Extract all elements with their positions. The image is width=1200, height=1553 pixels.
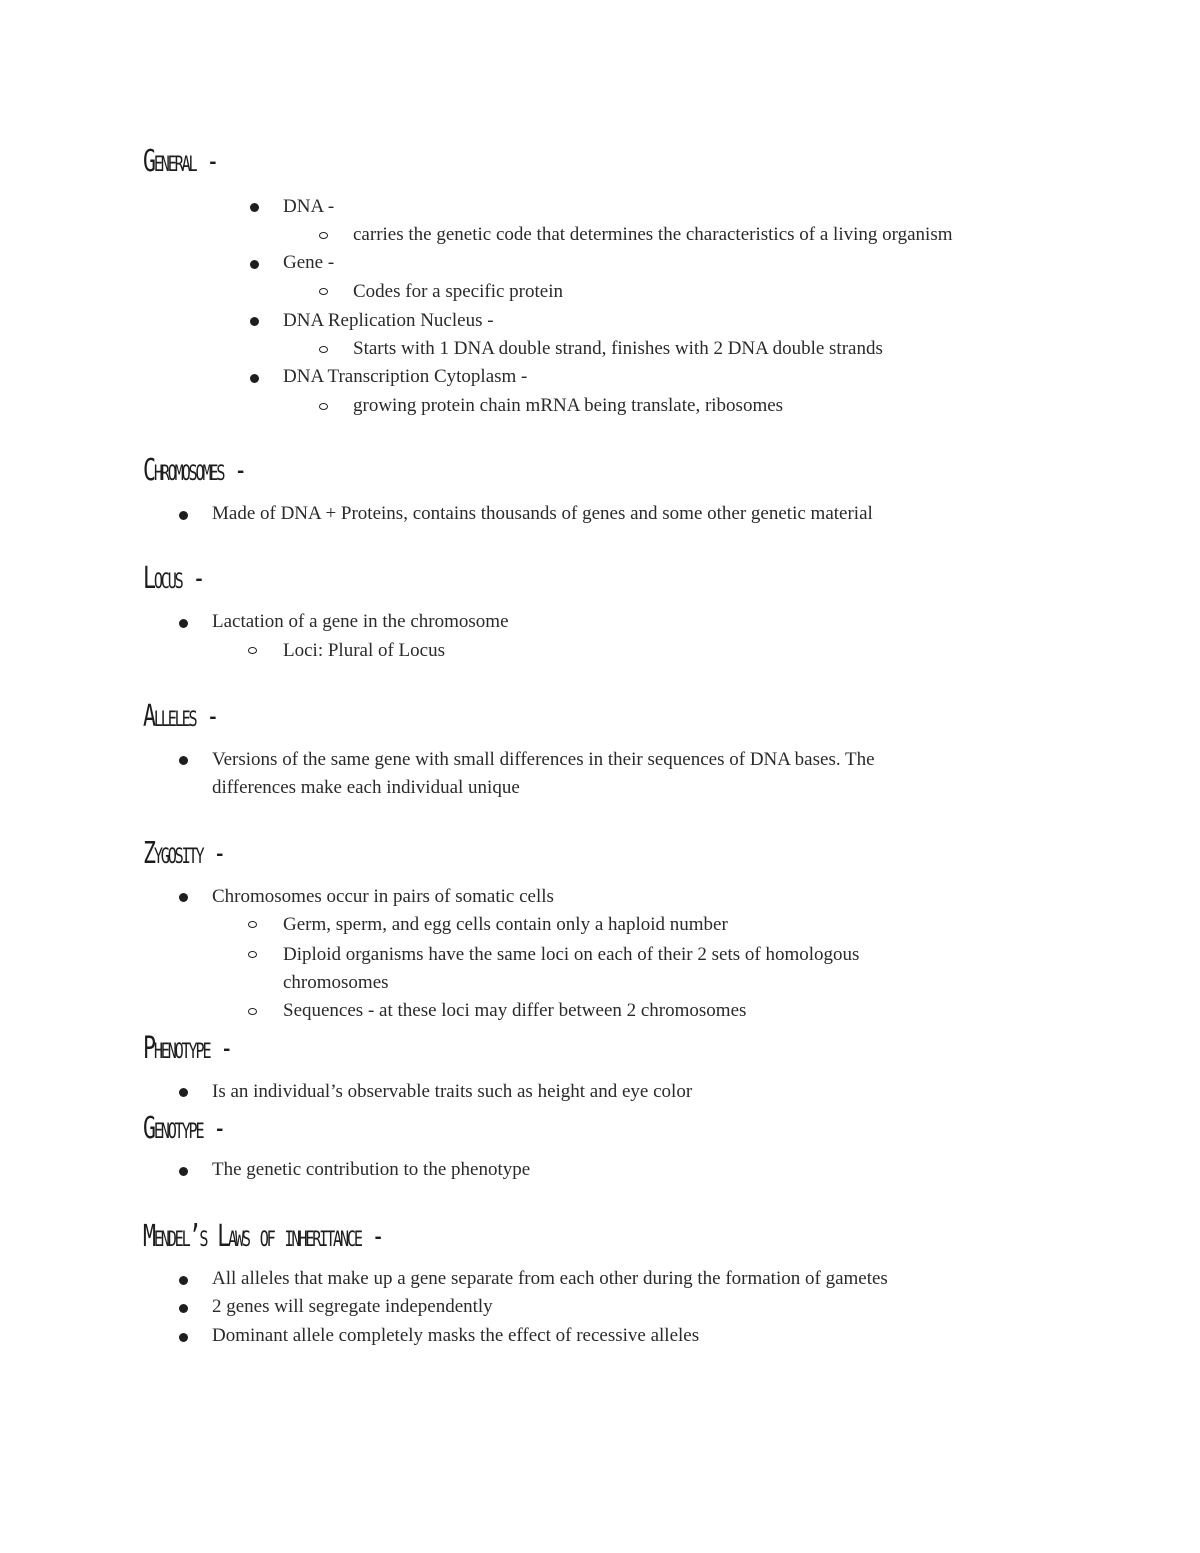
sub-list-item: carries the genetic code that determines the characteristics of a living organism (353, 224, 953, 245)
sub-list-item: Germ, sperm, and egg cells contain only a haploid number (283, 914, 728, 935)
sub-bullet-icon (248, 1008, 257, 1015)
list-item: DNA - (283, 196, 335, 217)
list-item: 2 genes will segregate independently (212, 1296, 493, 1317)
list-item: DNA Transcription Cytoplasm - (283, 366, 528, 387)
list-item: Dominant allele completely masks the effect of recessive alleles (212, 1325, 700, 1346)
bullet-icon (179, 1333, 188, 1342)
sub-list-item-line: chromosomes (283, 972, 389, 993)
list-item: Made of DNA + Proteins, contains thousands of genes and some other genetic material (212, 503, 873, 524)
sub-list-item: Starts with 1 DNA double strand, finishes with 2 DNA double strands (353, 338, 883, 359)
list-item: All alleles that make up a gene separate from each other during the formation of gametes (212, 1268, 888, 1289)
sub-bullet-icon (319, 288, 328, 295)
sub-bullet-icon (319, 346, 328, 353)
bullet-icon (250, 260, 259, 269)
list-item: Chromosomes occur in pairs of somatic cells (212, 886, 554, 907)
list-item: Gene - (283, 252, 335, 273)
list-item-line: differences make each individual unique (212, 777, 520, 798)
sub-list-item: Codes for a specific protein (353, 281, 563, 302)
section-heading-mendels-laws: Mendel’s Laws of inheritance - (143, 1219, 383, 1254)
bullet-icon (179, 1304, 188, 1313)
sub-bullet-icon (248, 921, 257, 928)
bullet-icon (179, 893, 188, 902)
section-heading-zygosity: Zygosity - (143, 836, 225, 871)
bullet-icon (250, 374, 259, 383)
list-item: The genetic contribution to the phenotype (212, 1159, 531, 1180)
bullet-icon (179, 511, 188, 520)
sub-bullet-icon (248, 647, 257, 654)
sub-list-item: Sequences - at these loci may differ between 2 chromosomes (283, 1000, 747, 1021)
bullet-icon (179, 619, 188, 628)
bullet-icon (179, 756, 188, 765)
bullet-icon (179, 1276, 188, 1285)
sub-list-item: Loci: Plural of Locus (283, 640, 445, 661)
sub-bullet-icon (319, 232, 328, 239)
section-heading-alleles: Alleles - (143, 699, 218, 734)
section-heading-genotype: Genotype - (143, 1111, 225, 1146)
sub-bullet-icon (248, 951, 257, 958)
sub-list-item: growing protein chain mRNA being translate, ribosomes (353, 395, 784, 416)
bullet-icon (250, 317, 259, 326)
bullet-icon (250, 203, 259, 212)
list-item-line: Versions of the same gene with small differences in their sequences of DNA bases. The (212, 749, 875, 770)
section-heading-general: General - (143, 144, 218, 179)
list-item: Is an individual’s observable traits such as height and eye color (212, 1081, 693, 1102)
bullet-icon (179, 1088, 188, 1097)
section-heading-locus: Locus - (143, 561, 204, 596)
sub-bullet-icon (319, 403, 328, 410)
section-heading-phenotype: Phenotype - (143, 1031, 232, 1066)
sub-list-item-line: Diploid organisms have the same loci on each of their 2 sets of homologous (283, 944, 860, 965)
list-item: DNA Replication Nucleus - (283, 310, 494, 331)
bullet-icon (179, 1167, 188, 1176)
list-item: Lactation of a gene in the chromosome (212, 611, 509, 632)
section-heading-chromosomes: Chromosomes - (143, 453, 245, 488)
